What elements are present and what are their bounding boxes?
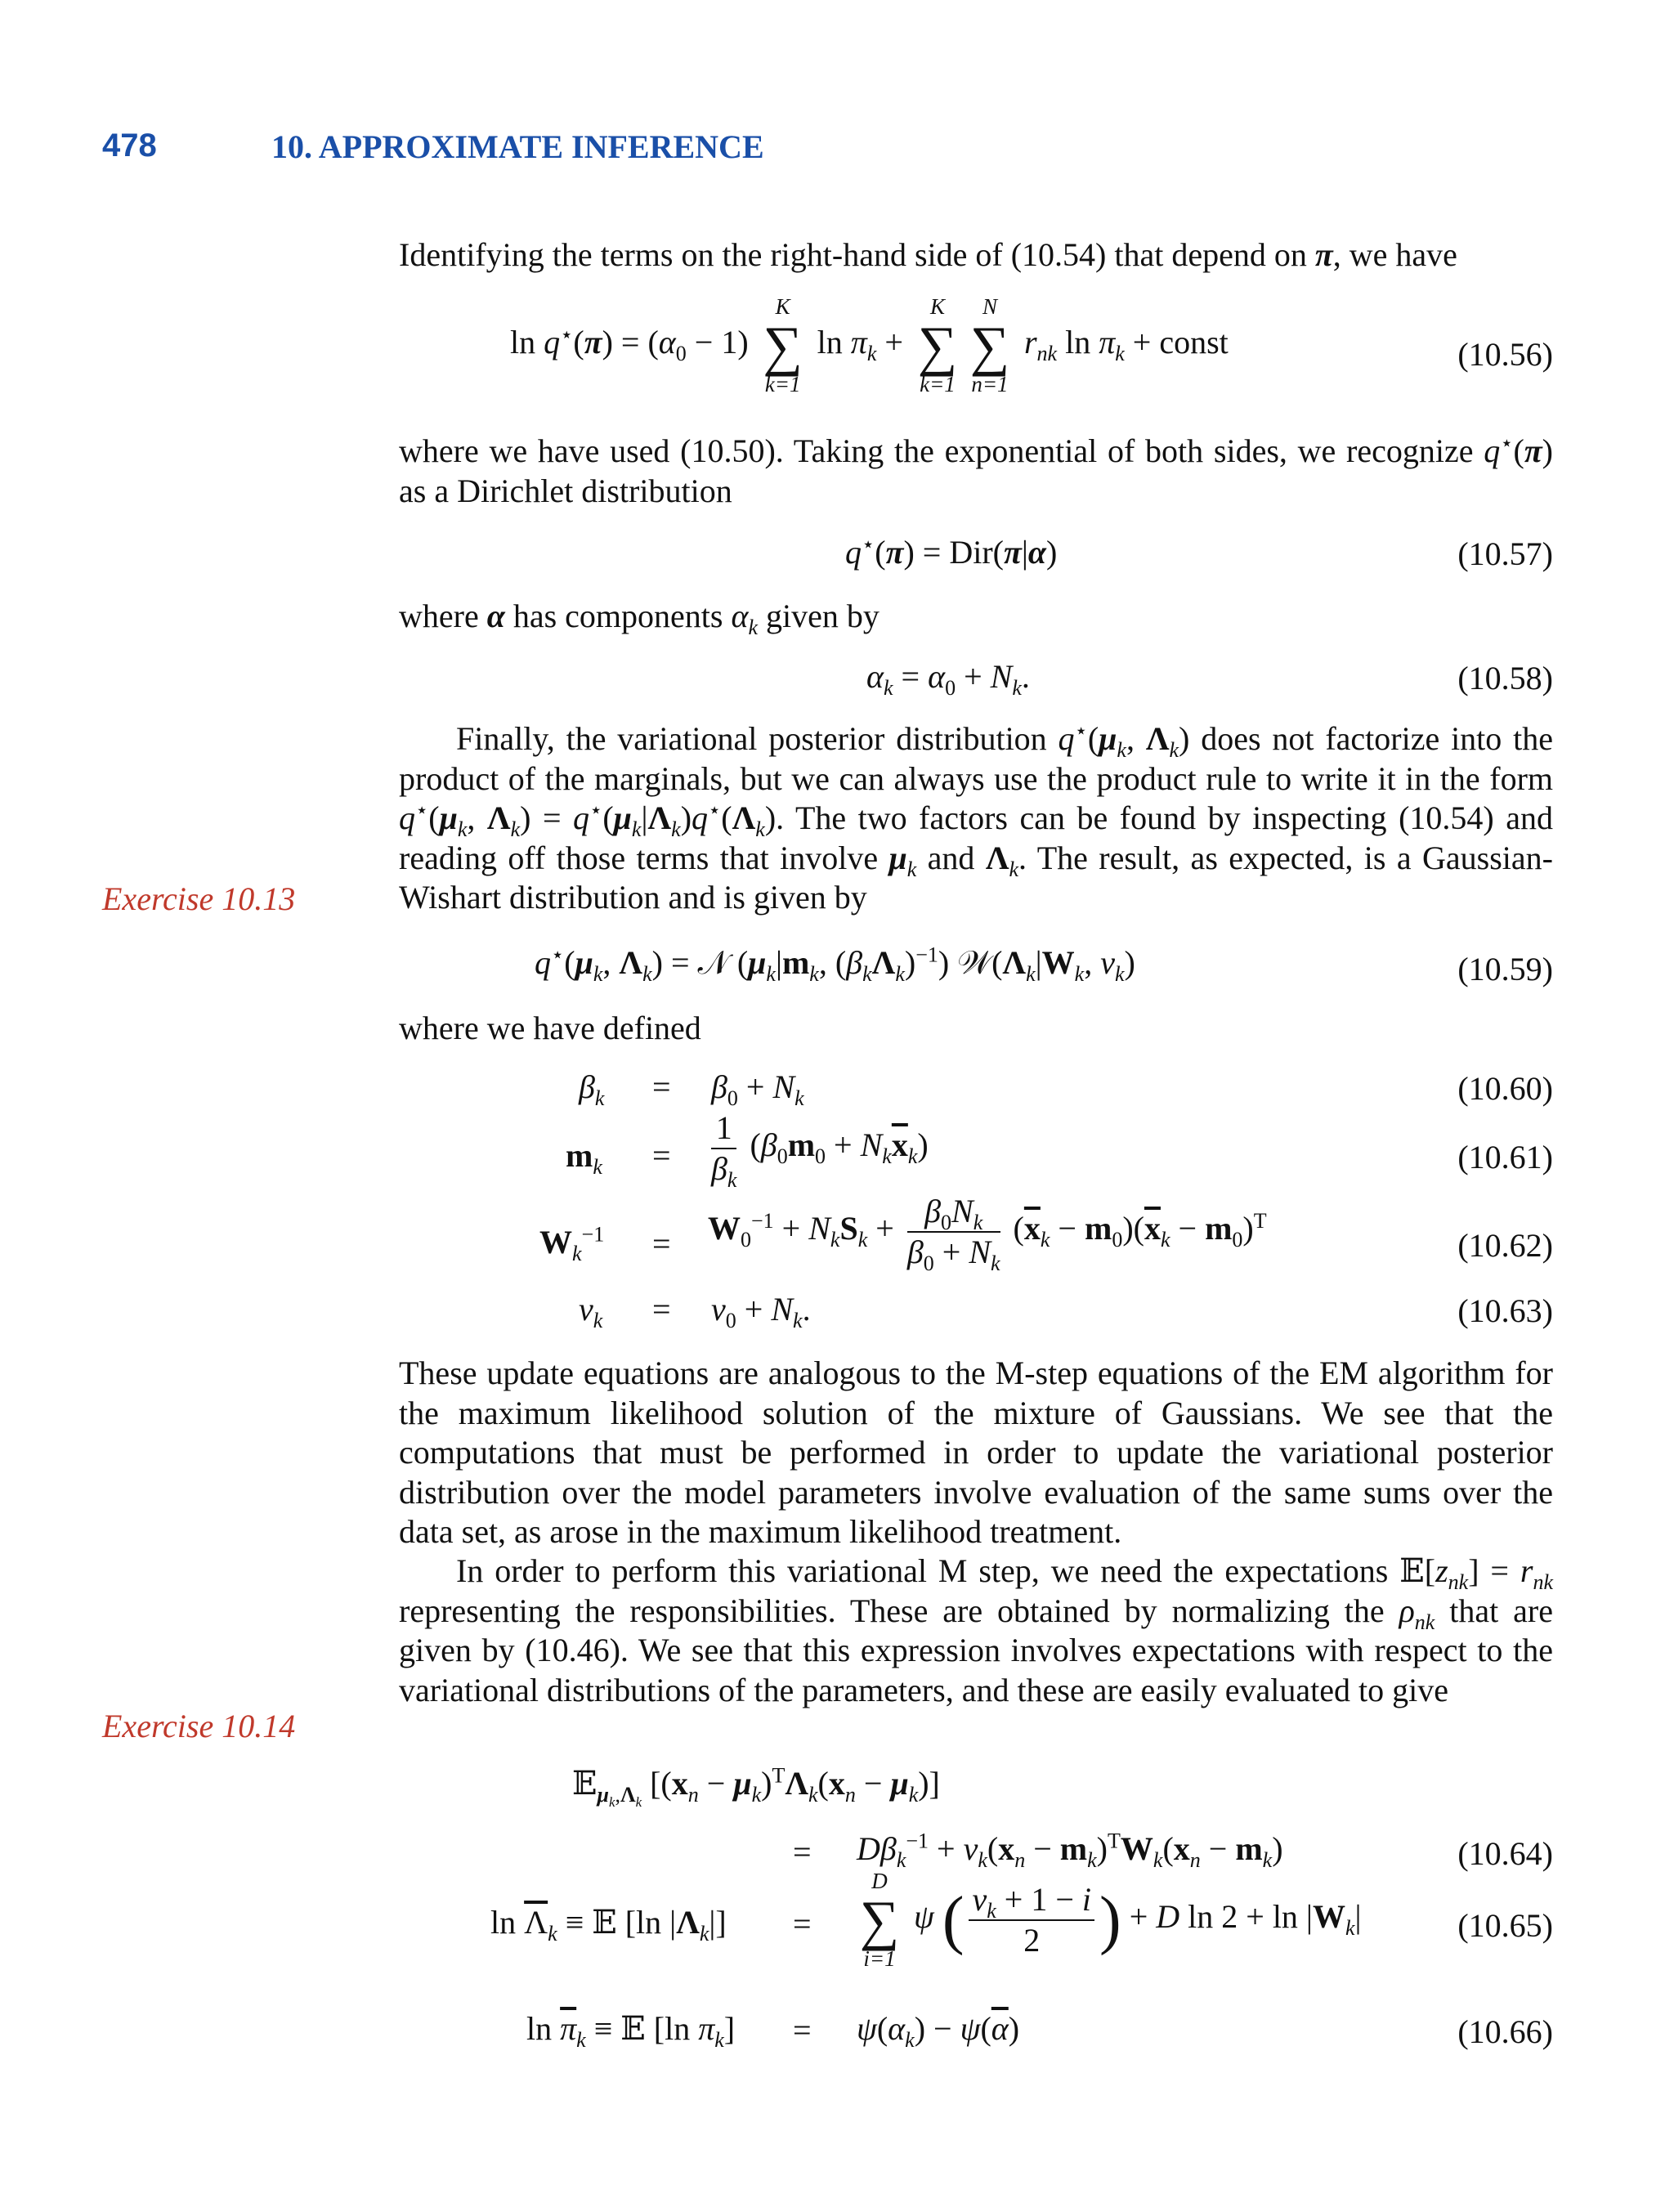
equation-10-58: $\alpha_k = \alpha_0 + N_k$. [866,658,1030,700]
equation-10-60-eq: = [652,1068,671,1105]
equation-10-64-eq: = [793,1834,812,1870]
equation-10-61-rhs: $\frac{1}{\beta_k}$ $(\beta_0m_0 + N_k\overline{x}_k)$ [711,1109,929,1192]
equation-10-65-lhs: $\ln \overline{\Lambda}_k$ ≡ 𝔼 [ln $|\Lambda_k|$] [490,1904,727,1946]
equation-10-64-rhs: $D\beta_k^{-1} + \nu_k(x_n - m_k)^TW_k(x_n - m_k)$ [857,1829,1283,1872]
equation-number-10-59: (10.59) [1457,951,1553,987]
paragraph-defined: where we have defined [399,1010,701,1046]
equation-number-10-63: (10.63) [1457,1292,1553,1329]
equation-10-66-eq: = [793,2012,812,2049]
paragraph-update-equations: These update equations are analogous to the M-step equations of the EM algorithm for the maximum likelihood solution of the mixture of Gaussians. We see that the computations that must be performed in order to update the variational posterior distribution over the model parameters involve evaluation of the same sums over the data set, as arose in the maximum likelihood treatment. [399,1355,1553,1550]
equation-10-61-eq: = [652,1137,671,1174]
equation-10-65-eq: = [793,1905,812,1942]
equation-10-62-rhs: $W_0^{-1} + N_kS_k$ + $\frac{\beta_0N_k}{\beta_0 + N_k}$ $(\overline{x}_k - m_0)(\overline{x}_k - m_0)^T$ [708,1193,1267,1275]
equation-number-10-61: (10.61) [1457,1139,1553,1175]
equation-10-63-rhs: $\nu_0 + N_k$. [711,1291,811,1332]
equation-10-61-lhs: $m_k$ [566,1137,602,1179]
equation-number-10-65: (10.65) [1457,1907,1553,1944]
equation-10-57: q⋆(π) = Dir(π|α) [845,532,1058,571]
equation-10-66-lhs: $\ln \overline{\pi}_k$ ≡ 𝔼 [ln $\pi_k$] [526,2010,736,2052]
margin-note-exercise-10-14[interactable]: Exercise 10.14 [102,1708,296,1744]
paragraph-posterior: Finally, the variational posterior distribution $q^⋆(\mu_k$, $\Lambda_k$) does not factorize into the product of the marginals, but we can always use the product rule to write it in the form $q^⋆(\mu_k$, $\Lambda_k) = q^⋆(\mu_k|\Lambda_k)q^⋆(\Lambda_k)$. The two factors can be found by inspecting (10.54) and reading off those terms that involve $\mu_k$ and $\Lambda_k$. The result, as expected, is a Gaussian-Wishart distribution and is given by [399,719,1554,916]
equation-10-59: $q^⋆(\mu_k$, $\Lambda_k$) = 𝒩 ($\mu_k|m_k$, $(\beta_k\Lambda_k)^{-1}$) $𝒲(\Lambda_k|W_k$, $\nu_k$) [535,943,1135,986]
equation-number-10-64: (10.64) [1457,1835,1553,1872]
equation-number-10-56: (10.56) [1457,336,1553,373]
equation-10-64-line1: 𝔼$_{\mu_k,\Lambda_k}$ $[(x_n - \mu_k)^T\Lambda_k(x_n - \mu_k)]$ [572,1763,940,1811]
equation-10-63-lhs: $\nu_k$ [579,1291,603,1332]
margin-note-exercise-10-13[interactable]: Exercise 10.13 [102,880,296,917]
equation-number-10-62: (10.62) [1457,1227,1553,1264]
equation-number-10-66: (10.66) [1457,2013,1553,2050]
equation-const-term: + const [1132,324,1229,361]
equation-number-10-57: (10.57) [1457,535,1553,572]
paragraph-dirichlet: where we have used (10.50). Taking the exponential of both sides, we recognize q⋆(π) as a Dirichlet distribution [399,431,1553,509]
paragraph-components: where α has components $\alpha_k$ given by [399,598,880,639]
equation-10-56: $\ln q^⋆(\pi) = (\alpha_0 - 1)$ K ∑ k=1 $\ln \pi_k$ + K ∑ k=1 N ∑ n=1 $r_{nk}$ $\ln \pi_k$ + const [510,294,1229,396]
equation-10-60-lhs: $\beta_k$ [579,1068,605,1110]
equation-10-65-rhs: D ∑ i=1 ψ ( $\frac{\nu_k + 1 - i}{2}$ ) + D $\ln 2 + \ln |W_k|$ [859,1869,1362,1971]
equation-10-60-rhs: $\beta_0 + N_k$ [711,1068,804,1110]
chapter-title: 10. APPROXIMATE INFERENCE [271,128,764,165]
equation-10-66-rhs: $\psi(\alpha_k) - \psi(\overline{\alpha})$ [857,2010,1020,2052]
equation-number-10-58: (10.58) [1457,660,1553,696]
paragraph-m-step: In order to perform this variational M step, we need the expectations $𝔼[z_{nk}] = r_{nk}$ representing the responsibilities. These are obtained by normalizing the $\rho_{nk}$ that are given by (10.46). We see that this expression involves expectations with respect to the variational distributions of the parameters, and these are easily evaluated to give [399,1552,1554,1708]
equation-10-63-eq: = [652,1291,671,1328]
equation-10-62-eq: = [652,1225,671,1262]
page-number: 478 [102,128,157,163]
equation-number-10-60: (10.60) [1457,1070,1553,1107]
equation-10-62-lhs: $W_k^{-1}$ [539,1222,605,1265]
paragraph-intro: Identifying the terms on the right-hand side of (10.54) that depend on π, we have [399,236,1457,273]
